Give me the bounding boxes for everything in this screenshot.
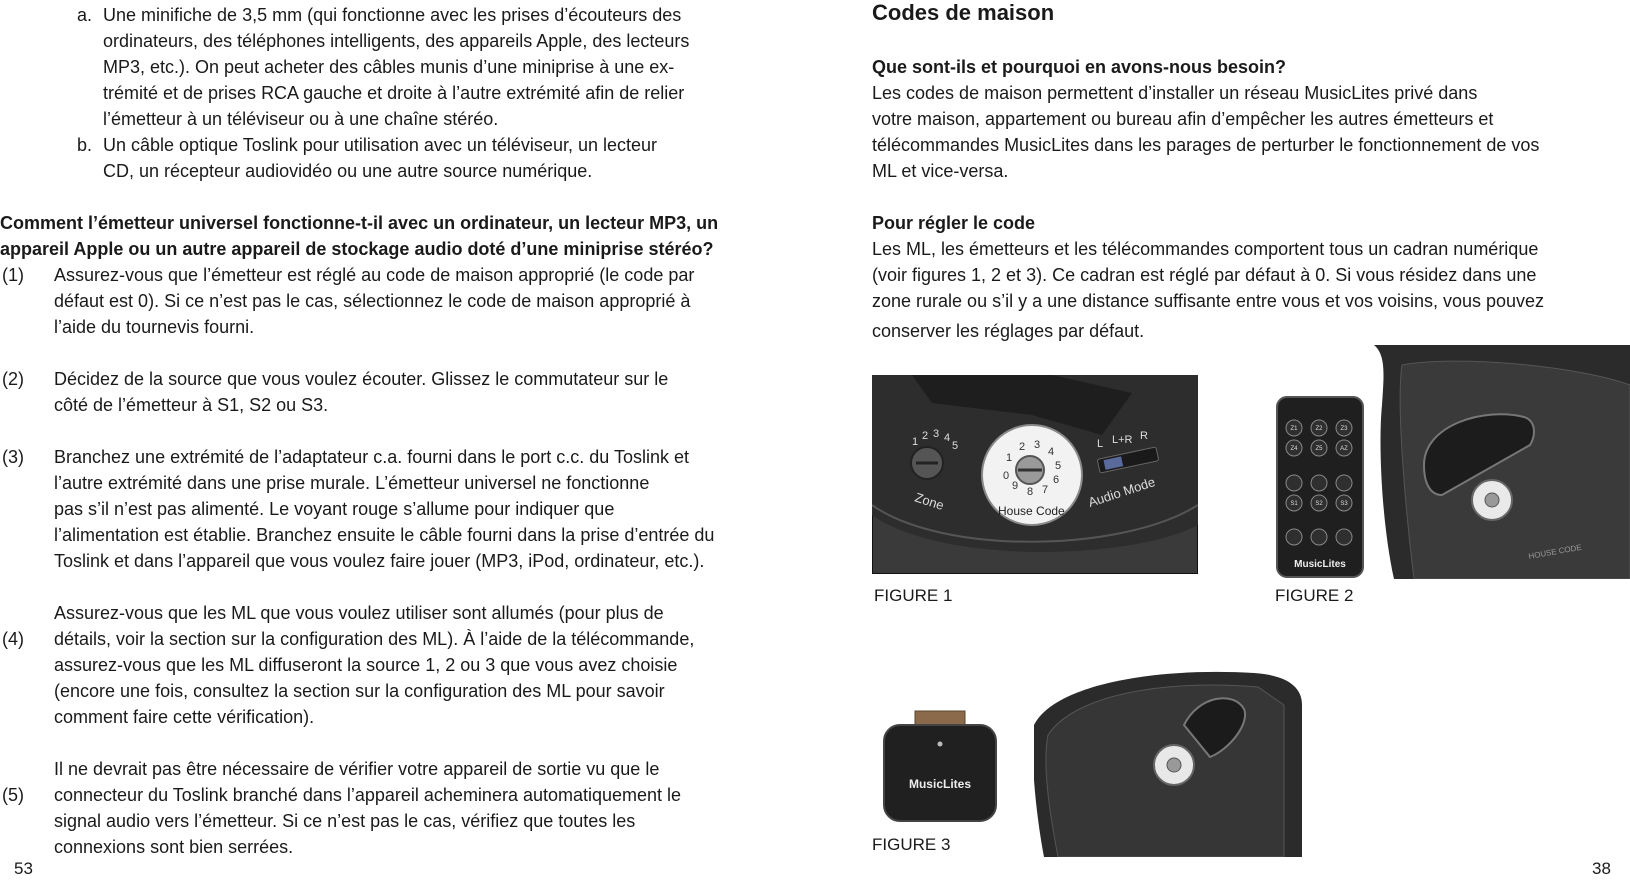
dial-digit: 1 xyxy=(1006,452,1013,464)
audio-mode-label: Audio Mode xyxy=(1086,474,1157,510)
step-number: (1) xyxy=(2,265,24,285)
remote-button-label: AZ xyxy=(1340,446,1348,452)
remote-button-label: S2 xyxy=(1315,501,1323,507)
step-line: Décidez de la source que vous voulez écouter. Glissez le commutateur sur le xyxy=(54,369,669,389)
list-line: Une minifiche de 3,5 mm (qui fonctionne avec les prises d’écouteurs des xyxy=(103,5,682,25)
house-code-label: House Code xyxy=(998,504,1065,518)
list-line: ordinateurs, des téléphones intelligents, des appareils Apple, des lecteurs xyxy=(103,31,690,51)
zone-digit: 2 xyxy=(922,430,929,442)
figure-1-image xyxy=(872,375,1198,574)
figure-caption: FIGURE 2 xyxy=(1275,586,1354,605)
step-line: l’aide du tournevis fourni. xyxy=(54,317,255,337)
remote-button-label: S3 xyxy=(1340,501,1348,507)
step-line: assurez-vous que les ML diffuseront la source 1, 2 ou 3 que vous avez choisie xyxy=(54,655,678,675)
zone-digit: 1 xyxy=(912,436,919,448)
zone-digit: 5 xyxy=(952,440,959,452)
step-line: connexions sont bien serrées. xyxy=(54,837,294,857)
paragraph-line: télécommandes MusicLites dans les parages de perturber le fonctionnement de vos xyxy=(872,135,1540,155)
remote-button-label: S1 xyxy=(1290,501,1298,507)
step-number: (2) xyxy=(2,369,24,389)
dial-digit: 5 xyxy=(1055,460,1062,472)
step-line: côté de l’émetteur à S1, S2 ou S3. xyxy=(54,395,329,415)
step-line: pas s’il n’est pas alimenté. Le voyant rouge s’allume pour indiquer que xyxy=(54,499,615,519)
dial-digit: 9 xyxy=(1012,480,1019,492)
dial-digit: 0 xyxy=(1003,470,1010,482)
list-line: trémité et de prises RCA gauche et droite à l’autre extrémité afin de relier xyxy=(103,83,685,103)
list-line: l’émetteur à un téléviseur ou à une chaîne stéréo. xyxy=(103,109,499,129)
housing-label: HOUSE CODE xyxy=(1527,542,1583,561)
step-line: Il ne devrait pas être nécessaire de vérifier votre appareil de sortie vu que le xyxy=(54,759,660,779)
step-line: Toslink et dans l’appareil que vous voulez faire jouer (MP3, iPod, ordinateur, etc.). xyxy=(54,551,705,571)
list-line: Un câble optique Toslink pour utilisation avec un téléviseur, un lecteur xyxy=(103,135,658,155)
remote-button-label: Z5 xyxy=(1315,446,1323,452)
step-line: (encore une fois, consultez la section sur la configuration des ML pour savoir xyxy=(54,681,665,701)
dial-digit: 6 xyxy=(1053,474,1060,486)
page-number: 38 xyxy=(1592,859,1611,878)
subheading: Pour régler le code xyxy=(872,213,1036,233)
remote-button-label: Z4 xyxy=(1290,446,1298,452)
step-line: connecteur du Toslink branché dans l’appareil acheminera automatiquement le xyxy=(54,785,682,805)
dial-digit: 2 xyxy=(1019,441,1026,453)
step-number: (4) xyxy=(2,629,24,649)
right-page xyxy=(862,0,1630,881)
step-line: comment faire cette vérification). xyxy=(54,707,315,727)
remote-button-label: Z1 xyxy=(1290,426,1298,432)
step-line: signal audio vers l’émetteur. Si ce n’est pas le cas, vérifiez que toutes les xyxy=(54,811,636,831)
step-line: Assurez-vous que les ML que vous voulez utiliser sont allumés (pour plus de xyxy=(54,603,664,623)
paragraph-line: Les ML, les émetteurs et les télécommandes comportent tous un cadran numérique xyxy=(872,239,1539,259)
heading-line: Comment l’émetteur universel fonctionne-t-il avec un ordinateur, un lecteur MP3, un xyxy=(0,213,719,233)
step-line: l’autre extrémité dans une prise murale. L’émetteur universel ne fonctionne xyxy=(54,473,650,493)
paragraph-line: (voir figures 1, 2 et 3). Ce cadran est réglé par défaut à 0. Si vous résidez dans une xyxy=(872,265,1537,285)
step-line: défaut est 0). Si ce n’est pas le cas, sélectionnez le code de maison approprié à xyxy=(54,291,691,311)
step-line: l’alimentation est établie. Branchez ensuite le câble fourni dans la prise d’entrée du xyxy=(54,525,715,545)
zone-label: Zone xyxy=(913,489,946,514)
step-line: Assurez-vous que l’émetteur est réglé au code de maison approprié (le code par xyxy=(54,265,695,285)
step-line: détails, voir la section sur la configuration des ML). À l’aide de la télécommande, xyxy=(54,629,695,649)
dial-digit: 3 xyxy=(1034,439,1041,451)
figure-caption: FIGURE 3 xyxy=(872,835,951,854)
figure-2-image xyxy=(1274,345,1630,579)
paragraph-line: votre maison, appartement ou bureau afin d’empêcher les autres émetteurs et xyxy=(872,109,1494,129)
dial-digit: 7 xyxy=(1042,484,1049,496)
switch-label: R xyxy=(1140,430,1148,442)
remote-button-label: Z2 xyxy=(1315,426,1323,432)
figure-3-device-image xyxy=(882,705,998,823)
paragraph-line: conserver les réglages par défaut. xyxy=(872,321,1145,341)
zone-digit: 3 xyxy=(933,428,940,440)
dial-digit: 8 xyxy=(1027,486,1034,498)
subheading: Que sont-ils et pourquoi en avons-nous besoin? xyxy=(872,57,1287,77)
switch-label: L+R xyxy=(1112,434,1133,446)
paragraph-line: ML et vice-versa. xyxy=(872,161,1009,181)
list-marker: b. xyxy=(77,135,93,155)
step-number: (5) xyxy=(2,785,24,805)
switch-label: L xyxy=(1097,438,1104,450)
heading-line: appareil Apple ou un autre appareil de stockage audio doté d’une miniprise stéréo? xyxy=(0,239,714,259)
list-marker: a. xyxy=(77,5,93,25)
left-page xyxy=(0,0,800,881)
device-brand: MusicLites xyxy=(908,777,972,791)
step-number: (3) xyxy=(2,447,24,467)
paragraph-line: Les codes de maison permettent d’installer un réseau MusicLites privé dans xyxy=(872,83,1478,103)
figure-3-housing-image xyxy=(1034,665,1302,857)
remote-brand: MusicLites xyxy=(1294,559,1346,570)
dial-digit: 4 xyxy=(1048,446,1055,458)
step-line: Branchez une extrémité de l’adaptateur c.a. fourni dans le port c.c. du Toslink et xyxy=(54,447,690,467)
list-line: CD, un récepteur audiovidéo ou une autre source numérique. xyxy=(103,161,593,181)
zone-digit: 4 xyxy=(944,432,951,444)
paragraph-line: zone rurale ou s’il y a une distance suffisante entre vous et vos voisins, vous pouvez xyxy=(872,291,1545,311)
page-title: Codes de maison xyxy=(872,0,1055,25)
page-number: 53 xyxy=(14,859,33,878)
remote-button-label: Z3 xyxy=(1340,426,1348,432)
list-line: MP3, etc.). On peut acheter des câbles munis d’une miniprise à une ex- xyxy=(103,57,675,77)
figure-caption: FIGURE 1 xyxy=(874,586,953,605)
